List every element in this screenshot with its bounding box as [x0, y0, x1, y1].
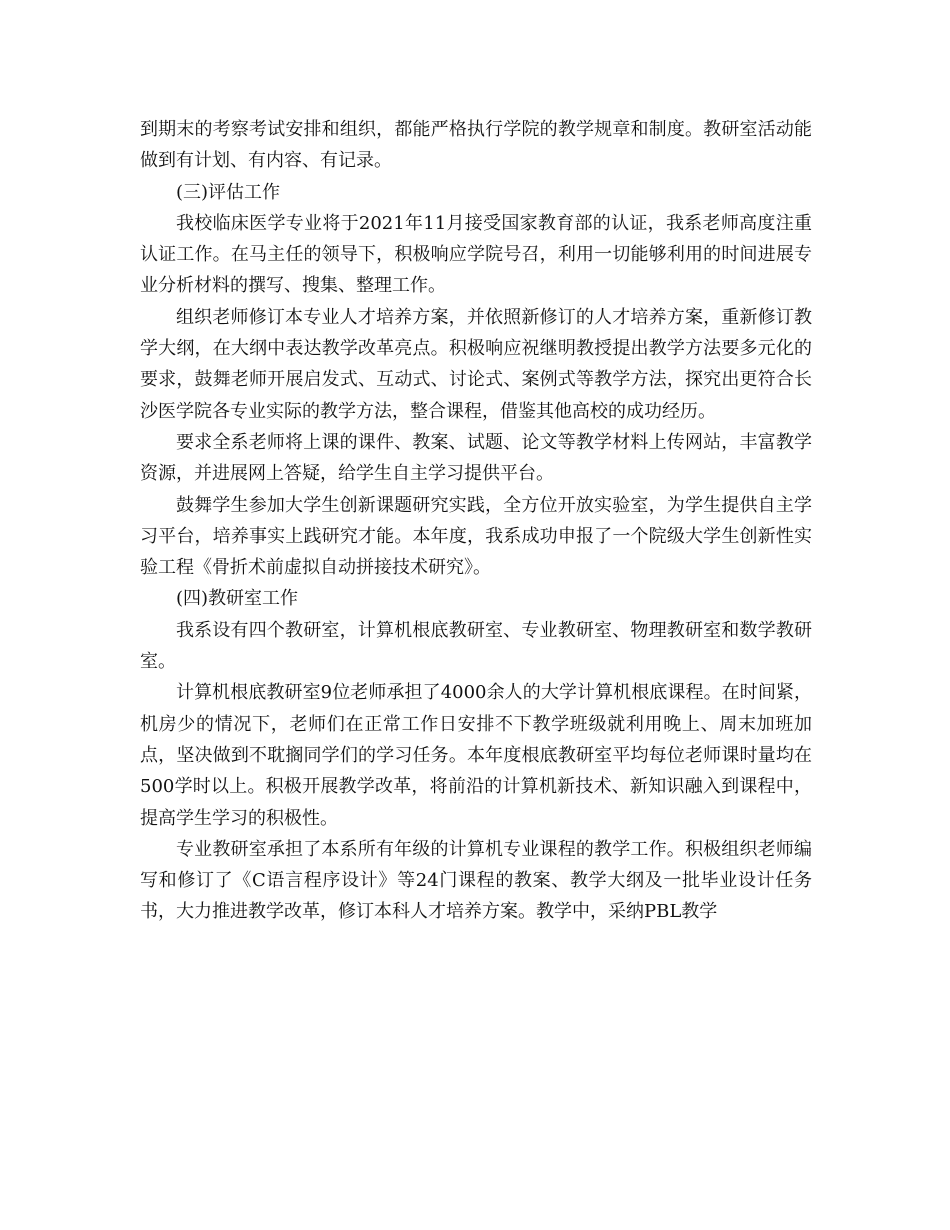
paragraph-continuation: 到期末的考察考试安排和组织，都能严格执行学院的教学规章和制度。教研室活动能做到有计划、有内容、有记录。 [140, 119, 812, 172]
section-heading-teaching-offices: (四)教研室工作 [176, 588, 299, 610]
paragraph-training-plan: 组织老师修订本专业人才培养方案，并依照新修订的人才培养方案，重新修订教学大纲，在大纲中表达教学改革亮点。积极响应祝继明教授提出教学方法要多元化的要求，鼓舞老师开展启发式、互动式、讨论式、案例式等教学方法，探究出更符合长沙医学院各专业实际的教学方法，整合课程，借鉴其他高校的成功经历。 [140, 306, 812, 422]
paragraph-offices-overview: 我系设有四个教研室，计算机根底教研室、专业教研室、物理教研室和数学教研室。 [140, 619, 812, 673]
paragraph-student-innovation: 鼓舞学生参加大学生创新课题研究实践，全方位开放实验室，为学生提供自主学习平台，培养事实上践研究才能。本年度，我系成功申报了一个院级大学生创新性实验工程《骨折术前虚拟自动拼接技术研究》。 [140, 494, 812, 579]
paragraph-online-resources: 要求全系老师将上课的课件、教案、试题、论文等教学材料上传网站，丰富教学资源，并进展网上答疑，给学生自主学习提供平台。 [140, 431, 812, 485]
document-body [140, 114, 812, 928]
paragraph-professional-office: 专业教研室承担了本系所有年级的计算机专业课程的教学工作。积极组织老师编写和修订了《C语言程序设计》等24门课程的教案、教学大纲及一批毕业设计任务书，大力推进教学改革，修订本科人才培养方案。教学中，采纳PBL教学 [140, 838, 812, 923]
paragraph-certification: 我校临床医学专业将于2021年11月接受国家教育部的认证，我系老师高度注重认证工作。在马主任的领导下，积极响应学院号召，利用一切能够利用的时间进展专业分析材料的撰写、搜集、整理工作。 [140, 212, 812, 297]
paragraph-computer-basics-office: 计算机根底教研室9位老师承担了4000余人的大学计算机根底课程。在时间紧，机房少的情况下，老师们在正常工作日安排不下教学班级就利用晚上、周末加班加点，坚决做到不耽搁同学们的学习任务。本年度根底教研室平均每位老师课时量均在500学时以上。积极开展教学改革，将前沿的计算机新技术、新知识融入到课程中，提高学生学习的积极性。 [140, 682, 812, 829]
section-heading-evaluation: (三)评估工作 [176, 181, 281, 203]
